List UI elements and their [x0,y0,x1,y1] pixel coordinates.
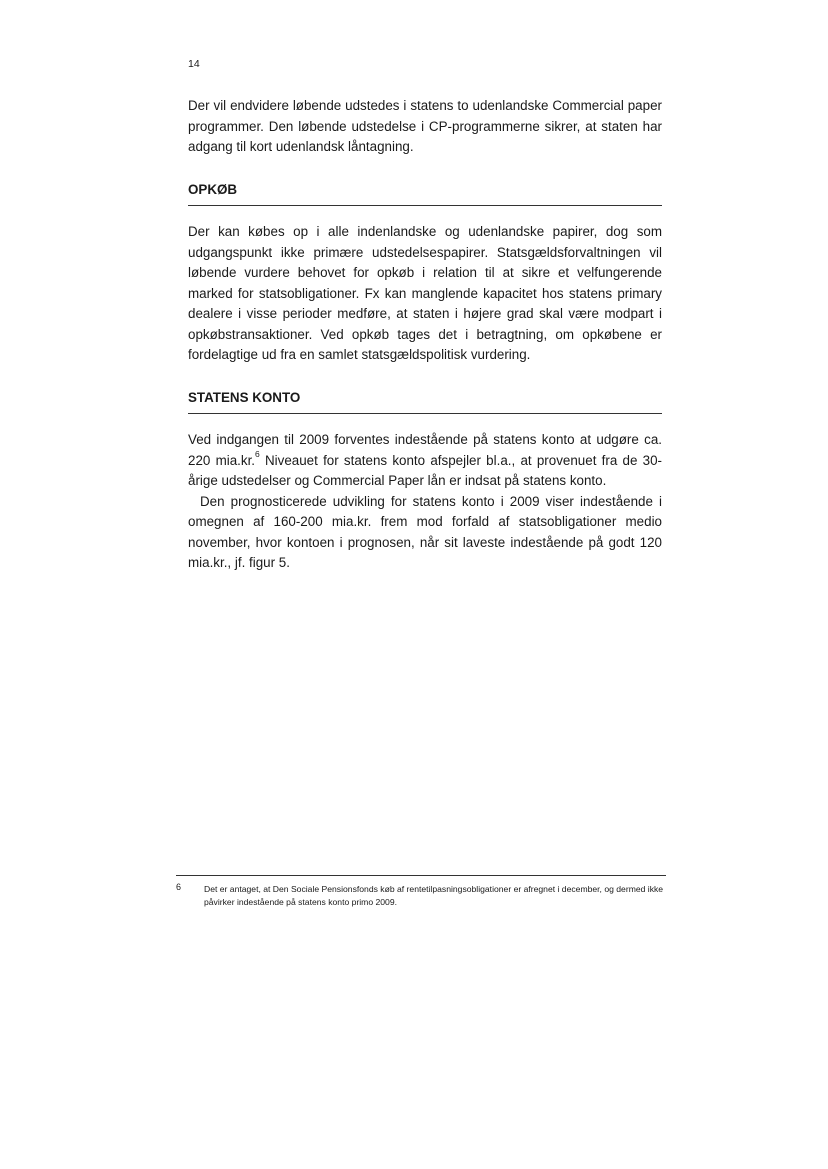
footnote-text: Det er antaget, at Den Sociale Pensionsfonds køb af rentetilpasningsobligationer er afregnet i december, og dermed ikke påvirker indestående på statens konto primo 2009. [204,884,664,907]
footnote-reference[interactable]: 6 [255,449,260,460]
section-body-statens-konto [188,430,662,574]
statens-konto-paragraph-1 [188,430,662,492]
footnote [176,883,666,908]
statens-konto-paragraph-2: Den prognosticerede udvikling for statens konto i 2009 viser indestående i omegnen af 160-200 mia.kr. frem mod forfald af statsobligationer medio november, hvor kontoen i prognosen, når sit laveste indestående på godt 120 mia.kr., jf. figur 5. [188,493,662,570]
statens-konto-paragraph-1-start: Ved indgangen til 2009 forventes indestående på statens konto at udgøre ca. 220 mia.kr. [188,432,662,468]
intro-paragraph: Der vil endvidere løbende udstedes i statens to udenlandske Commercial paper programmer. Den løbende udstedelse i CP-programmerne sikrer, at staten har adgang til kort udenlandsk låntagning. [188,98,662,154]
footnote-divider [176,875,666,876]
page-content [188,96,662,574]
statens-konto-paragraph-1-end: Niveauet for statens konto afspejler bl.a., at provenuet fra de 30-årige udstedelser og Commercial Paper lån er indsat på statens konto. [188,452,662,488]
opkob-paragraph: Der kan købes op i alle indenlandske og udenlandske papirer, dog som udgangspunkt ikke primære udstedelsespapirer. Statsgældsforvaltningen vil løbende vurdere behovet for opkøb i relation til at sikre et velfungerende marked for statsobligationer. Fx kan manglende kapacitet hos statens primary dealere i visse perioder medføre, at staten i højere grad skal være modpart i opkøbstransaktioner. Ved opkøb tages det i betragtning, om opkøbene er fordelagtige ud fra en samlet statsgældspolitisk vurdering. [188,224,662,362]
section-heading-opkob: OPKØB [188,180,662,207]
footnote-marker: 6 [176,882,182,892]
section-body-opkob [188,222,662,366]
section-heading-statens-konto: STATENS KONTO [188,388,662,415]
page-number: 14 [188,58,200,70]
